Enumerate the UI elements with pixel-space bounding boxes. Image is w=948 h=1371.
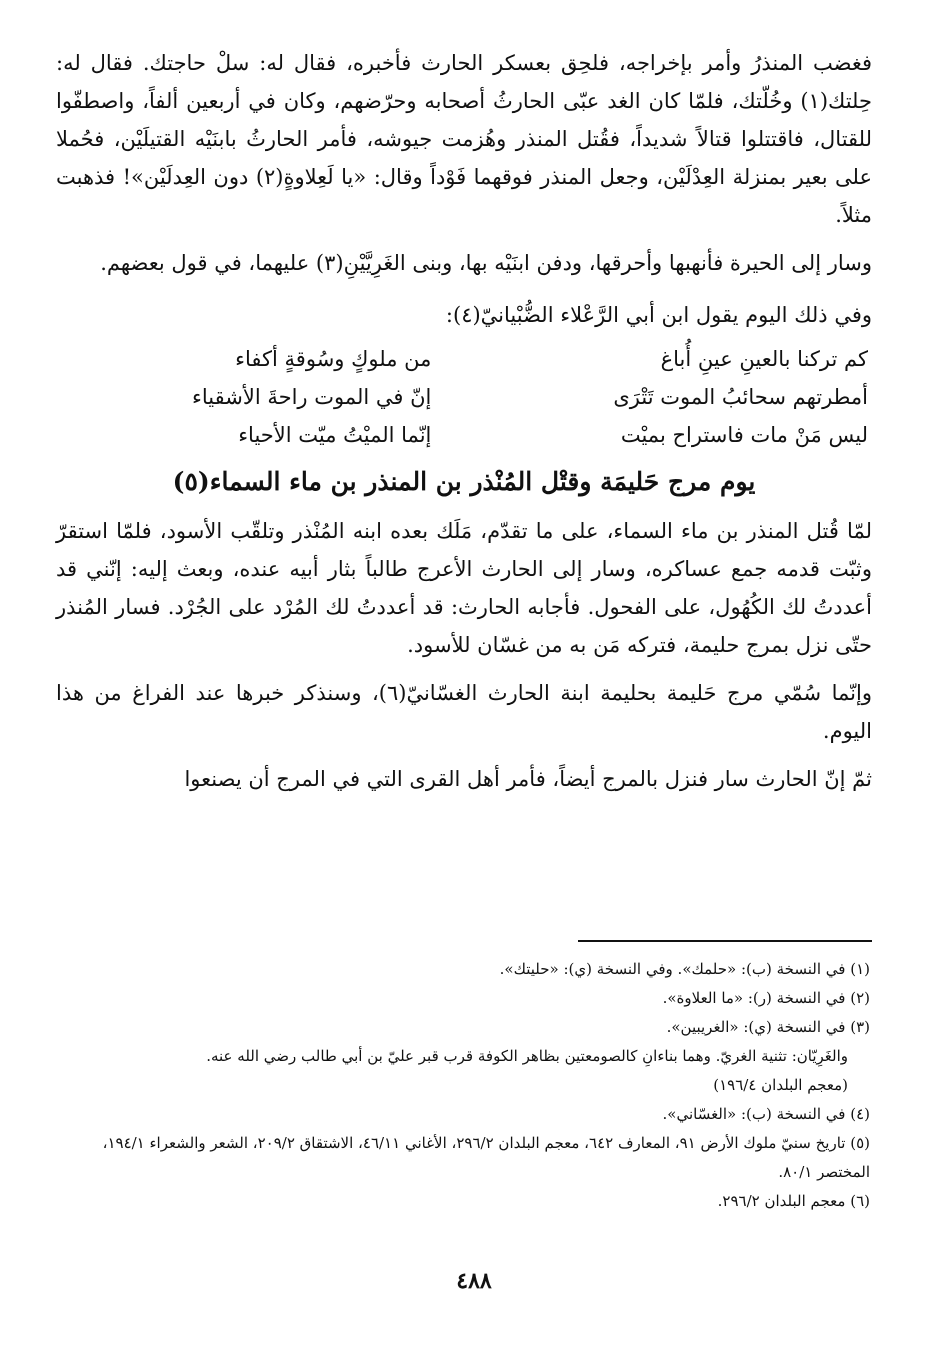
verse-first-hemistich: أمطرتهم سحائبُ الموت تَتْرَى — [613, 385, 868, 409]
footnote-3-note: والغَرِيّان: تثنية الغريّ. وهما بناءانِ كالصومعتين بظاهر الكوفة قرب قبر عليّ بن أبي طالب رضي الله عنه. — [206, 1047, 848, 1065]
verse-second-hemistich: إنّما الميْتُ ميّت الأحياء — [238, 423, 432, 447]
footnote-4: (٤) في النسخة (ب): «الغسّاني». — [662, 1105, 870, 1123]
verse-second-hemistich: من ملوكٍ وسُوقةٍ أكفاء — [235, 347, 432, 371]
section-heading: يوم مرج حَليمَة وقتْل المُنْذر بن المنذر بن ماء السماء(٥) — [172, 467, 756, 496]
footnote-divider — [578, 940, 872, 942]
footnote-6: (٦) معجم البلدان ٢٩٦/٢. — [717, 1192, 870, 1210]
paragraph-5: ثمّ إنّ الحارث سار فنزل بالمرج أيضاً، فأمر أهل القرى التي في المرج أن يصنعوا — [184, 767, 872, 791]
verse-second-hemistich: إنّ في الموت راحةَ الأشقياء — [192, 385, 432, 409]
page-number: ٤٨٨ — [456, 1268, 492, 1294]
verse-first-hemistich: ليس مَنْ مات فاستراح بميْت — [620, 423, 868, 447]
poem-verse — [56, 340, 872, 378]
footnotes — [58, 955, 870, 1216]
poem-intro: وفي ذلك اليوم يقول ابن أبي الرَّعْلاء الضُّبْيانيّ(٤): — [445, 303, 872, 327]
footnote-3: (٣) في النسخة (ي): «الغريبين». — [666, 1018, 870, 1036]
paragraph-1: فغضب المنذرُ وأمر بإخراجه، فلحِق بعسكر الحارث فأخبره، فقال له: سلْ حاجتك. فقال له: حِلتك(١) وخُلّتك، فلمّا كان الغد عبّى الحارثُ أصحابه وحرّضهم، وكان في أربعين ألفاً، واصطفّوا للقتال، فاقتتلوا قتالاً شديداً، فقُتل المنذر وهُزمت جيوشه، فأمر الحارثُ بابنَيْه القتيلَيْن، فحُملا على بعير بمنزلة العِدْلَيْن، وجعل المنذر فوقهما فَوْداً وقال: «يا لَعِلاوةٍ(٢) دون العِدلَيْن»! فذهبت مثلاً. — [56, 51, 872, 227]
paragraph-4: وإنّما سُمّي مرج حَليمة بحليمة ابنة الحارث الغسّانيّ(٦)، وسنذكر خبرها عند الفراغ من هذا اليوم. — [56, 681, 872, 743]
footnote-1: (١) في النسخة (ب): «حلمك». وفي النسخة (ي): «حليتك». — [499, 960, 870, 978]
page-body — [56, 44, 872, 798]
poem-verse — [56, 416, 872, 454]
footnote-5: (٥) تاريخ سنيّ ملوك الأرض ٩١، المعارف ٦٤٢، معجم البلدان ٢٩٦/٢، الأغاني ٤٦/١١، الاشتقاق ٢٠٩/٢، الشعر والشعراء ١٩٤/١، المختصر ٨٠/١. — [102, 1134, 870, 1181]
footnote-2: (٢) في النسخة (ر): «ما العلاوة». — [662, 989, 870, 1007]
paragraph-2: وسار إلى الحيرة فأنهبها وأحرقها، ودفن ابنَيْه بها، وبنى الغَرِيَّيْنِ(٣) عليهما، في قول بعضهم. — [100, 251, 872, 275]
poem-verse — [56, 378, 872, 416]
verse-first-hemistich: كم تركنا بالعينِ عينِ أُباغ — [660, 347, 868, 371]
paragraph-3: لمّا قُتل المنذر بن ماء السماء، على ما تقدّم، مَلَك بعده ابنه المُنْذر وتلقّب الأسود، فلمّا استقرّ وثبّت قدمه جمع عساكره، وسار إلى الحارث الأعرج طالباً بثار أبيه عنده، وبعث إليه: إنّني قد أعددتُ لك الكُهُول، على الفحول. فأجابه الحارث: قد أعددتُ لك المُرْد على الجُرْد. فسار المُنذر حتّى نزل بمرج حليمة، فتركه مَن به من غسّان للأسود. — [56, 519, 872, 657]
poem-verses — [56, 340, 872, 454]
footnote-3-reference: (معجم البلدان ١٩٦/٤) — [713, 1076, 848, 1094]
